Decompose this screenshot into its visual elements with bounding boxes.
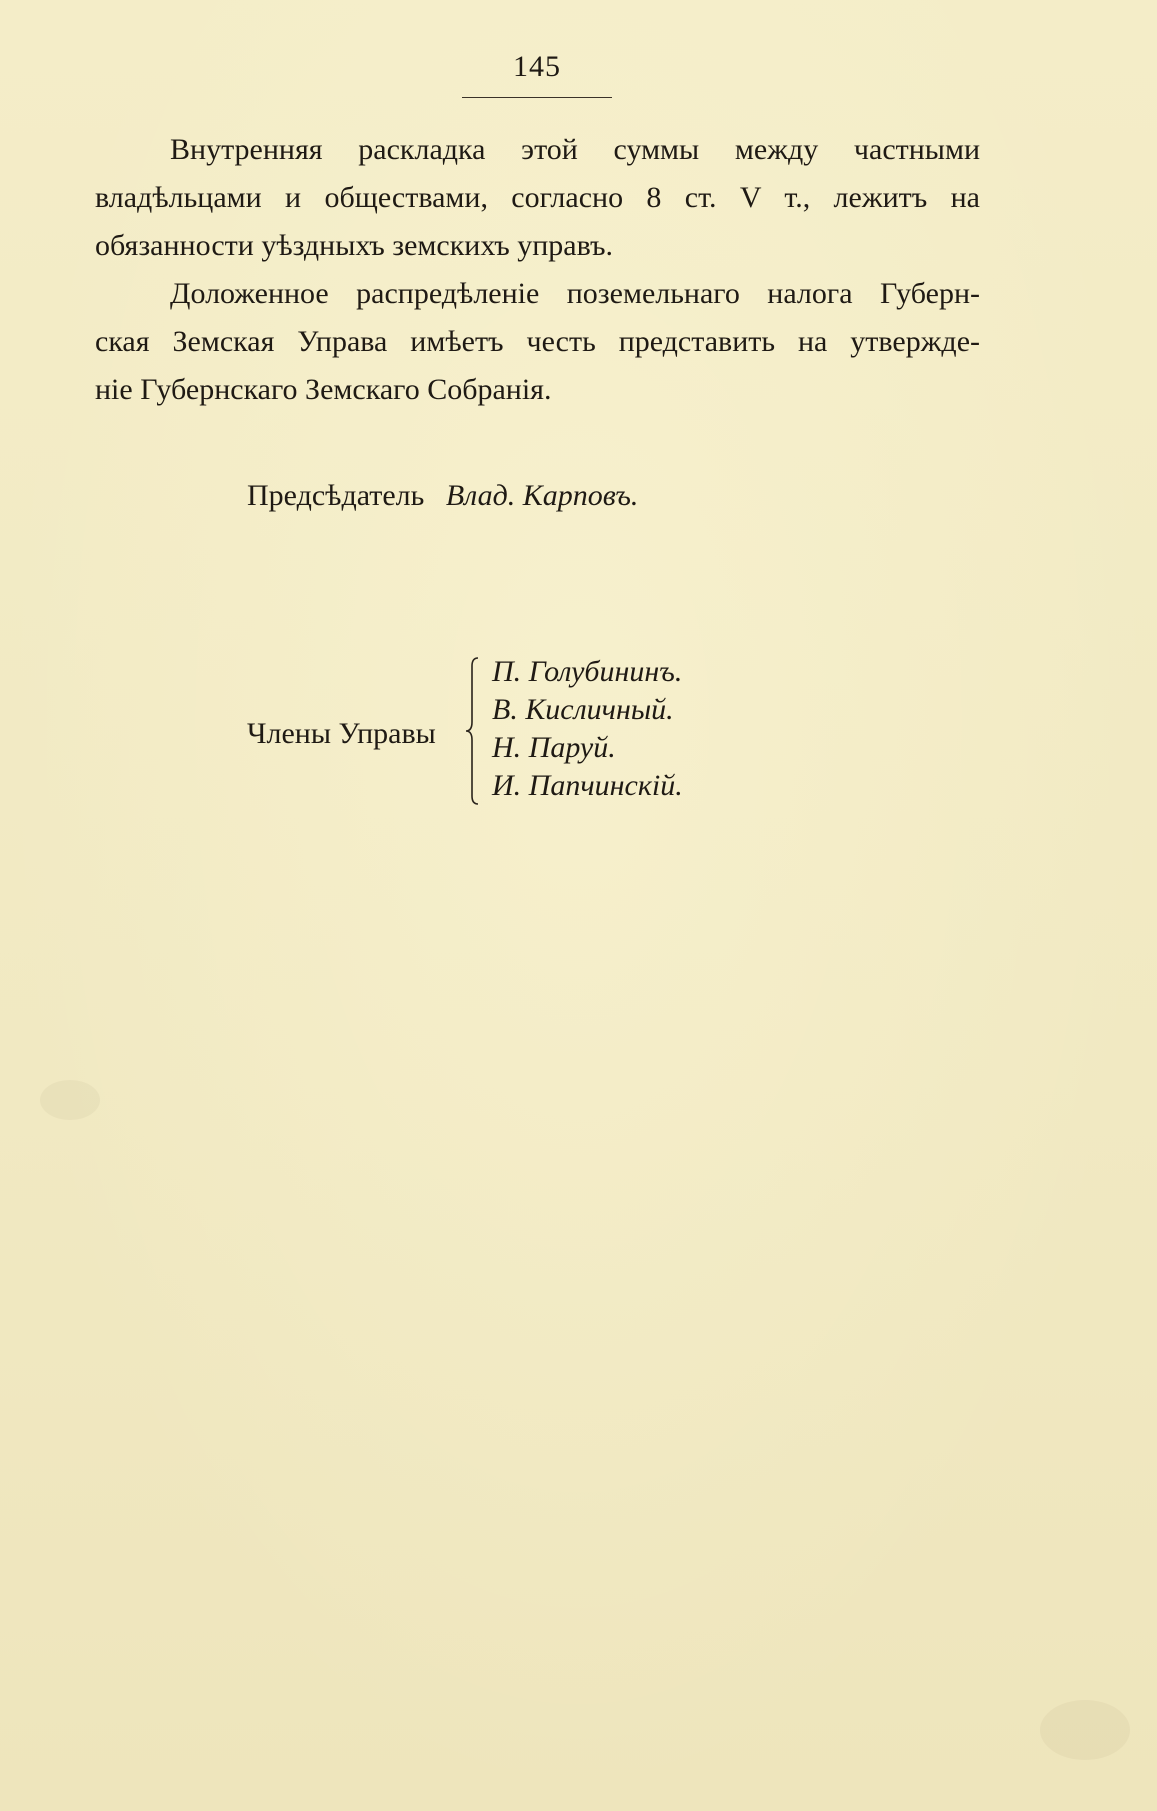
chairman-name: Влад. Карповъ. (445, 479, 639, 512)
member-name-3: Н. Паруй. (492, 731, 616, 764)
member-name-4: И. Папчинскій. (492, 769, 683, 802)
member-name-1: П. Голубининъ. (492, 655, 683, 688)
member-name-2: В. Кисличный. (492, 693, 674, 726)
page-number: 145 (513, 50, 561, 83)
chairman-signature (247, 476, 638, 516)
paragraph-1-line-2: владѣльцами и обществами, согласно 8 ст. V т., лежитъ на (95, 181, 980, 214)
paper-stain (40, 1080, 100, 1120)
paragraph-1-line-3: обязанности уѣздныхъ земскихъ управъ. (95, 229, 614, 262)
members-label: Члены Управы (247, 717, 436, 750)
page-number-rule (462, 97, 612, 98)
chairman-title: Предсѣдатель (247, 479, 425, 512)
paragraph-1-line-1: Внутренняя раскладка этой суммы между частными (170, 133, 980, 166)
members-brace (464, 656, 484, 806)
paragraph-2-line-3: ніе Губернскаго Земскаго Собранія. (95, 373, 552, 406)
paragraph-2-line-2: ская Земская Управа имѣетъ честь представить на утвержде- (95, 325, 980, 358)
paper-stain (1040, 1700, 1130, 1760)
paragraph-2-line-1: Доложенное распредѣленіе поземельнаго налога Губерн- (170, 277, 980, 310)
